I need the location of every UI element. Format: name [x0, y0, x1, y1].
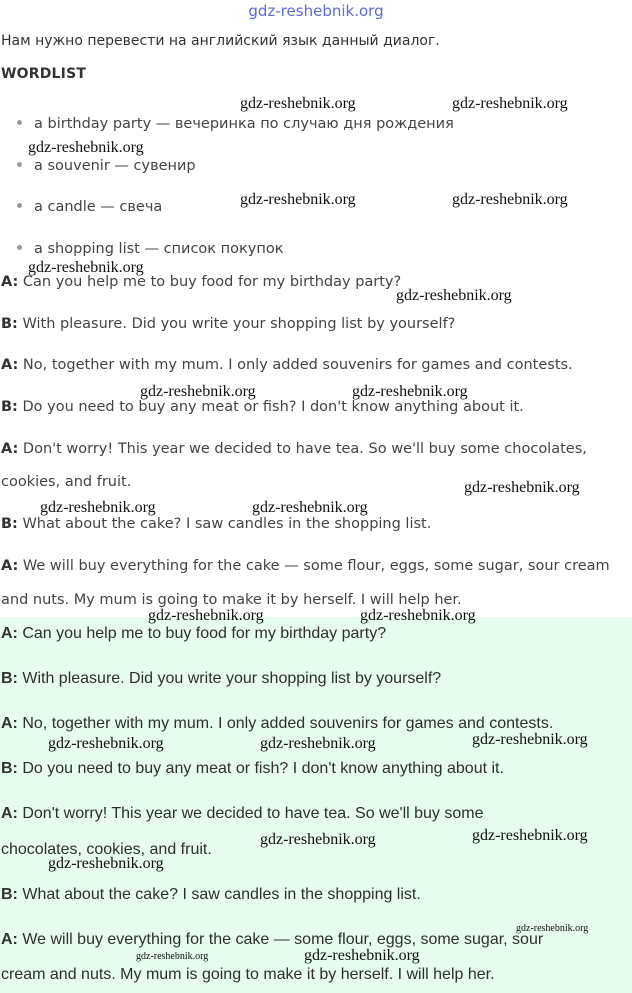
dialog-line: [1, 670, 441, 688]
dialog-text: Do you need to buy any meat or fish? I don't know anything about it.: [22, 399, 524, 415]
wordlist-item: [17, 199, 162, 215]
wordlist-item-text: a souvenir — сувенир: [34, 158, 196, 174]
dialog-text: cream and nuts. My mum is going to make it by herself. I will help her.: [1, 966, 495, 983]
dialog-text: What about the cake? I saw candles in the shopping list.: [22, 516, 432, 532]
speaker-label: A:: [1, 805, 18, 822]
wordlist-item-text: a birthday party — вечеринка по случаю дня рождения: [34, 116, 454, 132]
speaker-label: B:: [1, 316, 18, 332]
watermark: gdz-reshebnik.org: [464, 479, 580, 496]
watermark: gdz-reshebnik.org: [396, 287, 512, 304]
dialog-text: We will buy everything for the cake — some flour, eggs, some sugar, sour: [22, 931, 544, 948]
watermark: gdz-reshebnik.org: [260, 831, 376, 848]
watermark: gdz-reshebnik.org: [360, 607, 476, 624]
speaker-label: B:: [1, 670, 18, 687]
dialog-line: [1, 760, 504, 778]
watermark: gdz-reshebnik.org: [240, 95, 356, 112]
bullet-icon: [17, 203, 22, 208]
watermark: gdz-reshebnik.org: [28, 139, 144, 156]
watermark: gdz-reshebnik.org: [40, 499, 156, 516]
watermark: gdz-reshebnik.org: [252, 499, 368, 516]
dialog-text: No, together with my mum. I only added souvenirs for games and contests.: [22, 357, 573, 373]
dialog-line: [1, 592, 462, 608]
speaker-label: A:: [1, 357, 19, 373]
speaker-label: A:: [1, 441, 19, 457]
dialog-line: [1, 715, 553, 733]
speaker-label: B:: [1, 516, 18, 532]
bullet-icon: [17, 162, 22, 167]
dialog-line: [1, 558, 610, 574]
dialog-line: [1, 931, 543, 949]
dialog-line: [1, 625, 386, 643]
watermark: gdz-reshebnik.org: [140, 383, 256, 400]
dialog-line: [1, 357, 573, 373]
watermark: gdz-reshebnik.org: [28, 259, 144, 276]
dialog-line: [1, 399, 524, 415]
dialog-text: With pleasure. Did you write your shopping list by yourself?: [22, 316, 456, 332]
watermark: gdz-reshebnik.org: [516, 923, 589, 934]
watermark: gdz-reshebnik.org: [148, 607, 264, 624]
speaker-label: B:: [1, 399, 18, 415]
dialog-text: cookies, and fruit.: [1, 474, 132, 490]
bullet-icon: [17, 245, 22, 250]
watermark: gdz-reshebnik.org: [472, 731, 588, 748]
wordlist-item-text: a shopping list — список покупок: [34, 241, 284, 257]
dialog-text: and nuts. My mum is going to make it by herself. I will help her.: [1, 592, 462, 608]
wordlist-item: [17, 241, 283, 257]
dialog-text: Do you need to buy any meat or fish? I don't know anything about it.: [22, 760, 504, 777]
watermark: gdz-reshebnik.org: [136, 951, 209, 962]
dialog-line: [1, 886, 421, 904]
watermark: gdz-reshebnik.org: [352, 383, 468, 400]
speaker-label: A:: [1, 274, 19, 290]
watermark: gdz-reshebnik.org: [48, 735, 164, 752]
dialog-line: [1, 474, 131, 490]
watermark: gdz-reshebnik.org: [260, 735, 376, 752]
speaker-label: A:: [1, 625, 18, 642]
speaker-label: B:: [1, 886, 18, 903]
watermark: gdz-reshebnik.org: [48, 855, 164, 872]
wordlist-title: WORDLIST: [1, 66, 87, 82]
intro-text: Нам нужно перевести на английский язык данный диалог.: [1, 33, 440, 49]
watermark: gdz-reshebnik.org: [304, 947, 420, 964]
dialog-text: Can you help me to buy food for my birthday party?: [22, 625, 387, 642]
wordlist-item: [17, 158, 196, 174]
speaker-label: B:: [1, 760, 18, 777]
bullet-icon: [17, 120, 22, 125]
watermark: gdz-reshebnik.org: [452, 95, 568, 112]
wordlist-item: [17, 116, 454, 132]
watermark: gdz-reshebnik.org: [452, 191, 568, 208]
dialog-line: [1, 516, 431, 532]
dialog-line: [1, 966, 495, 984]
speaker-label: A:: [1, 715, 18, 732]
dialog-text: With pleasure. Did you write your shopping list by yourself?: [22, 670, 442, 687]
dialog-text: No, together with my mum. I only added souvenirs for games and contests.: [22, 715, 554, 732]
site-header-link[interactable]: gdz-reshebnik.org: [248, 2, 384, 20]
dialog-text: We will buy everything for the cake — some flour, eggs, some sugar, sour cream: [22, 558, 610, 574]
wordlist-item-text: a candle — свеча: [34, 199, 163, 215]
speaker-label: A:: [1, 558, 19, 574]
speaker-label: A:: [1, 931, 18, 948]
dialog-text: Don't worry! This year we decided to have tea. So we'll buy some chocolates,: [22, 441, 587, 457]
watermark: gdz-reshebnik.org: [240, 191, 356, 208]
watermark: gdz-reshebnik.org: [472, 827, 588, 844]
dialog-line: [1, 441, 587, 457]
dialog-text: Don't worry! This year we decided to have tea. So we'll buy some: [22, 805, 484, 822]
dialog-line: [1, 316, 455, 332]
dialog-text: What about the cake? I saw candles in the shopping list.: [22, 886, 421, 903]
dialog-text: Can you help me to buy food for my birthday party?: [22, 274, 402, 290]
dialog-line: [1, 805, 484, 823]
dialog-text: chocolates, cookies, and fruit.: [1, 841, 212, 858]
